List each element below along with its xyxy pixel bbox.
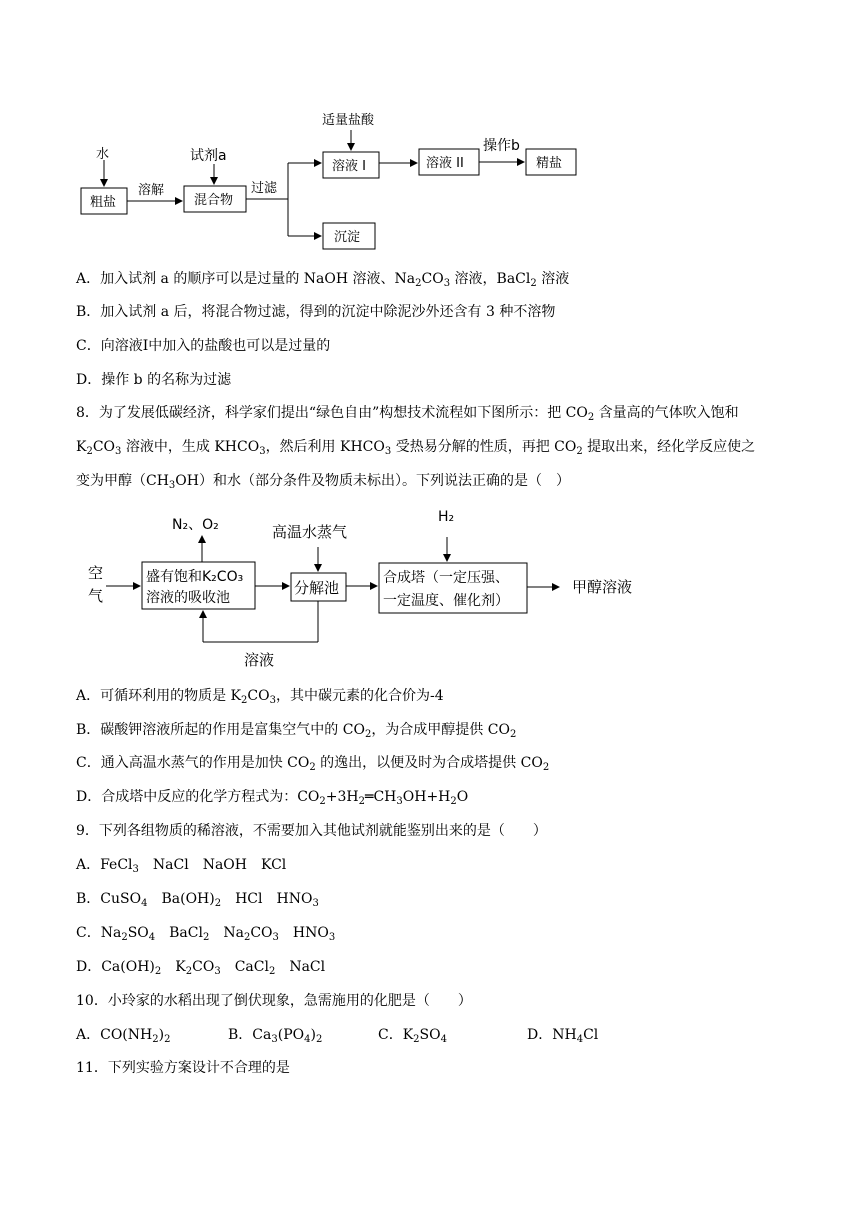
water-label: 水 <box>96 147 110 162</box>
q11-stem: 11．下列实验方案设计不合理的是 <box>76 1060 290 1076</box>
methanol-label: 甲醇溶液 <box>572 578 633 596</box>
precipitate-label: 沉淀 <box>334 230 361 245</box>
q7-option-c: C．向溶液I中加入的盐酸也可以是过量的 <box>76 338 331 354</box>
decomposer-label: 分解池 <box>294 579 340 597</box>
green-freedom-diagram <box>76 505 676 675</box>
q10-stem: 10．小玲家的水稻出现了倒伏现象，急需施用的化肥是（ ） <box>76 993 472 1009</box>
q9-option-c: C．$Na_2SO_4$ BaCl$_2$ $Na_2CO_3$ $HNO_3$ <box>76 925 336 943</box>
mixture-label: 混合物 <box>194 193 234 208</box>
hcl-label: 适量盐酸 <box>322 113 375 128</box>
operation-b-label: 操作b <box>483 138 520 154</box>
crude-salt-label: 粗盐 <box>90 195 117 210</box>
synth-tower-label-1: 合成塔（一定压强、 <box>383 570 509 586</box>
q7-option-d: D．操作 b 的名称为过滤 <box>76 372 232 388</box>
q10-option-c: C．$K_2SO_4$ <box>378 1027 447 1045</box>
absorber-label-2: 溶液的吸收池 <box>146 590 230 606</box>
solution-1-label: 溶液 I <box>332 159 366 174</box>
air-label-2: 气 <box>88 587 104 605</box>
air-label-1: 空 <box>88 564 104 582</box>
q9-stem: 9．下列各组物质的稀溶液，不需要加入其他试剂就能鉴别出来的是（ ） <box>76 823 547 839</box>
q8-option-d: D．合成塔中反应的化学方程式为：$CO_2+3H_2═CH_3OH+H_2O$ <box>76 789 469 807</box>
q10-option-b: B．$Ca_3(PO_4)_2$ <box>228 1027 323 1045</box>
q9-option-d: D．$Ca(OH)_2$ $K_2CO_3$ CaCl$_2$ NaCl <box>76 959 326 977</box>
q10-option-a: A．$CO(NH_2)_2$ <box>76 1027 171 1045</box>
q8-stem-line-1: 8．为了发展低碳经济，科学家们提出“绿色自由”构想技术流程如下图所示：把 $CO_2$ 含量高的气体吹入饱和 <box>76 405 739 423</box>
q8-stem-line-2: $K_2CO_3$ 溶液中，生成 $KHCO_3$，然后利用 $KHCO_3$ 受热易分解的性质，再把 $CO_2$ 提取出来，经化学反应使之 <box>76 439 756 457</box>
q8-stem-line-3: 变为甲醇$(CH_3OH)$和水（部分条件及物质未标出）。下列说法正确的是（ ） <box>76 473 570 491</box>
salt-purification-diagram <box>76 108 586 253</box>
q7-option-b: B．加入试剂 a 后，将混合物过滤，得到的沉淀中除泥沙外还含有 3 种不溶物 <box>76 304 556 320</box>
q8-option-a: A．可循环利用的物质是 $K_2CO_3$，其中碳元素的化合价为-4 <box>76 688 444 706</box>
dissolve-label: 溶解 <box>138 183 165 198</box>
q7-option-a: A．加入试剂 a 的顺序可以是过量的 NaOH 溶液、$Na_2CO_3$ 溶液，BaCl$_2$ 溶液 <box>76 271 570 289</box>
q9-option-a: A．FeCl$_3$ NaCl NaOH KCl <box>76 857 287 875</box>
steam-label: 高温水蒸气 <box>272 523 348 541</box>
reagent-a-label: 试剂a <box>190 148 227 164</box>
q9-option-b: B．CuSO$_4$ $Ba(OH)_2$ HCl $HNO_3$ <box>76 891 319 909</box>
n2-o2-label: N₂、O₂ <box>172 517 219 533</box>
q8-option-c: C．通入高温水蒸气的作用是加快 $CO_2$ 的逸出，以便及时为合成塔提供 $CO_2$ <box>76 755 550 773</box>
recycle-solution-label: 溶液 <box>244 651 275 669</box>
q8-option-b: B．碳酸钾溶液所起的作用是富集空气中的 $CO_2$，为合成甲醇提供 $CO_2$ <box>76 722 517 740</box>
q10-option-d: D．$NH_4Cl$ <box>527 1027 599 1045</box>
synth-tower-label-2: 一定温度、催化剂） <box>383 593 509 609</box>
solution-2-label: 溶液 II <box>426 156 464 171</box>
h2-label: H₂ <box>438 509 455 525</box>
refined-salt-label: 精盐 <box>536 156 563 171</box>
absorber-label-1: 盛有饱和K₂CO₃ <box>146 569 244 585</box>
filter-label: 过滤 <box>251 181 278 196</box>
